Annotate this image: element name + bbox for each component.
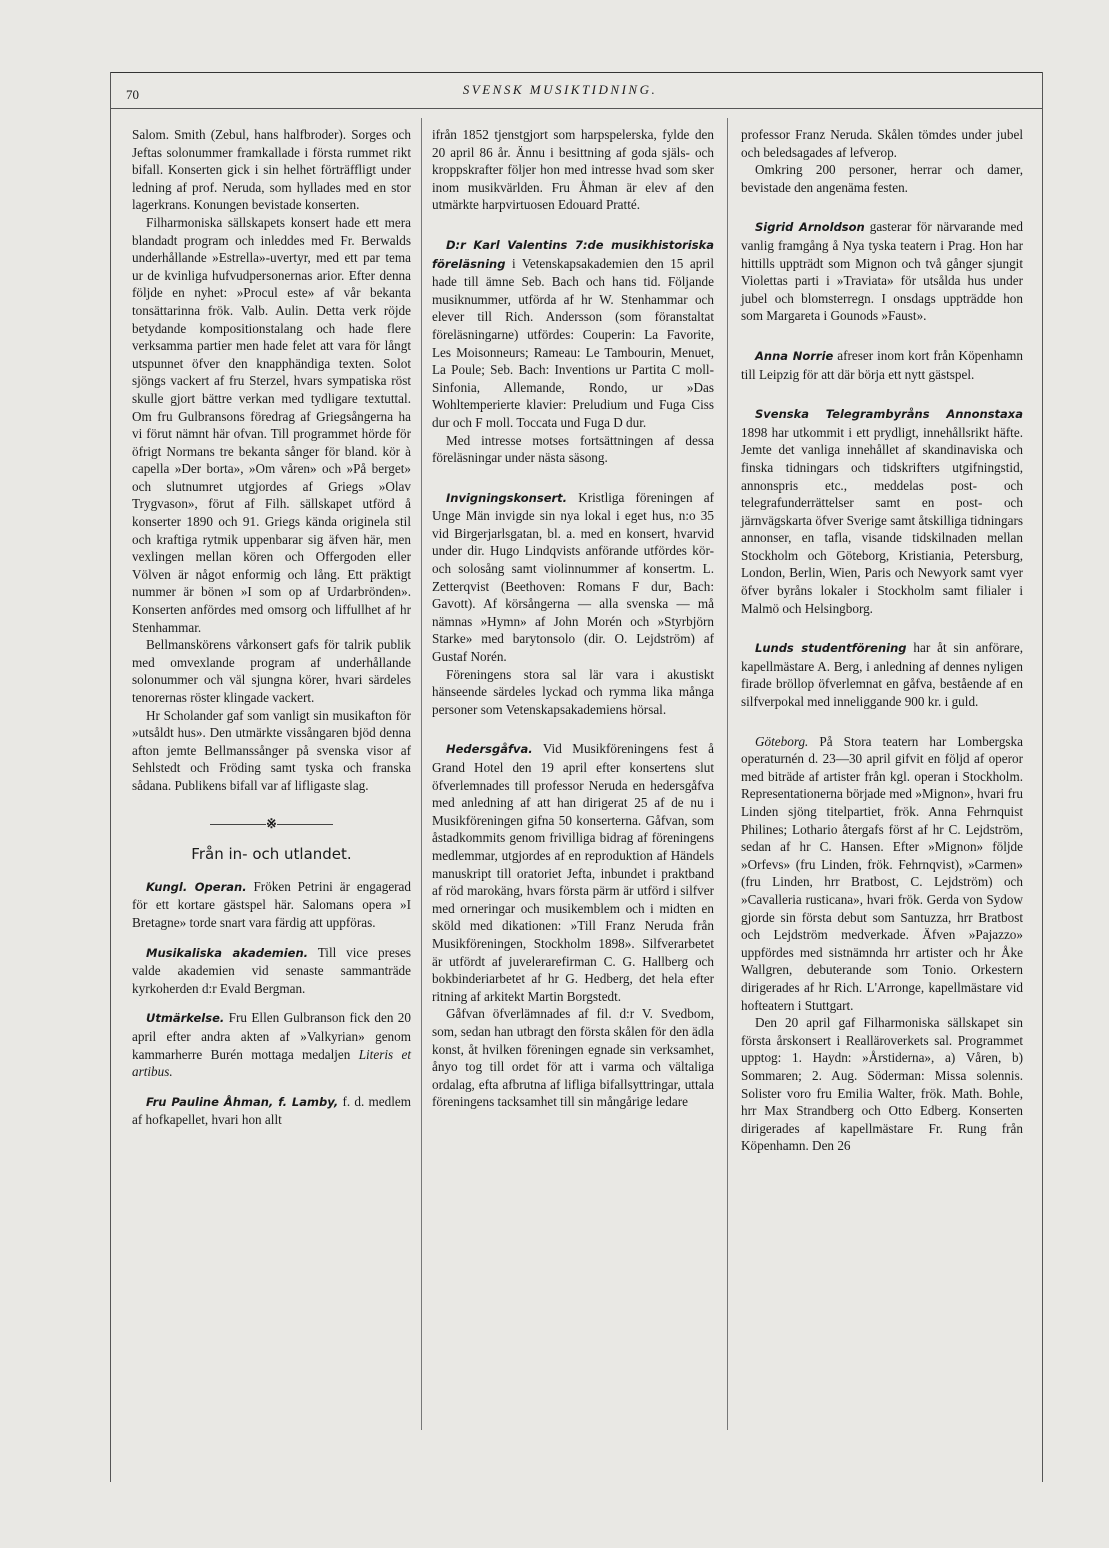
paragraph: professor Franz Neruda. Skålen tömdes under jubel och beledsagades af lefverop. <box>741 127 1023 160</box>
paragraph: Med intresse motses fortsättningen af dessa föreläsningar under nästa säsong. <box>432 432 714 466</box>
item-keyword: Lunds studentförening <box>755 641 907 656</box>
paragraph: Föreningens stora sal lär vara i akustiskt hänseende särdeles lyckad och rymma lika många personer som Vetenskapsakademiens hörsal. <box>432 666 714 717</box>
column-1 <box>132 126 411 1129</box>
item-keyword: Anna Norrie <box>755 348 834 363</box>
paragraph: Omkring 200 personer, herrar och damer, bevistade den angenäma festen. <box>741 162 1023 195</box>
running-head: SVENSK MUSIKTIDNING. <box>462 82 658 97</box>
item-text: afreser inom kort från Köpenhamn till Leipzig för att där börja ett nytt gästspel. <box>741 347 1024 382</box>
news-item <box>132 1093 411 1129</box>
news-item <box>741 639 1023 710</box>
news-item <box>132 1009 411 1080</box>
news-item <box>432 740 714 1005</box>
section-heading: Från in- och utlandet. <box>191 845 352 864</box>
item-keyword: Göteborg. <box>755 733 809 749</box>
paragraph: ifrån 1852 tjenstgjort som harpspelerska, fylde den 20 april 86 år. Ännu i besittning af goda själs- och kroppskrafter följer hon med intresse hvad som sker inom musikvärlden. Fru Åhman är elev af den utmärkte harpvirtuosen Edouard Pratté. <box>432 127 714 213</box>
item-text: Vid Musikföreningens fest å Grand Hotel den 19 april efter konsertens slut öfverlemnades till professor Neruda en hedersgåfva med anledning af att han dirigerat 25 af de nu i Musikföreningen gifna 50 konserterna. Gåfvan, som åstadkommits genom frivilliga bidrag af föreningens medlemmar, utgjordes af en reproduktion af Händels manuskript till oratoriet Jefta, inbundet i praktband af röd marokäng, hvars första pärm är utförd i silfver med orneringar och musikemblem och i midten en sköld med dikationen: »Till Franz Neruda från Musikföreningen, Stockholm 1898». Silfverarbetet är utfördt af juvelerarefirman C. G. Hallberg och bokbinderiarbetet af hr G. Hedberg, det hela efter ritning af arkitekt Martin Borgstedt. <box>432 741 714 1004</box>
page-frame-right <box>1042 72 1043 1482</box>
item-text: Fru Ellen Gulbranson fick den 20 april efter andra akten af »Valkyrian» genom kammarherre Burén mottaga medaljen <box>132 1010 411 1062</box>
item-keyword: Invigningskonsert. <box>446 490 568 505</box>
news-item <box>741 405 1023 617</box>
item-text: 1898 har utkommit i ett prydligt, innehållsrikt häfte. Jemte det vanliga innehållet af skandinaviska och finska tidningars och tidskrifters utgifningstid, annonspris etc., meddelas post- och telegrafunderrättelser samt en post- och järnvägskarta öfver Sverige samt åtskilliga tidningars annonser, en tafla, visande tidskilnaden mellan Stockholm och Göteborg, Kristiania, Petersburg, London, Berlin, Wien, Paris och Newyork samt vyer öfver byråns lokaler i Stockholm samt filialer i Malmö och Helsingborg. <box>741 424 1023 616</box>
paragraph: Gåfvan öfverlämnades af fil. d:r V. Svedbom, som, sedan han utbragt den första skålen för den ädla konst, åt hvilken föreningen egnade sin verksamhet, ånyo tog till ordet för att i varma och vältaliga ordalag, efta afbrutna af lifliga bifallsyttringar, uttala föreningens tacksamhet till sin mångårige ledare <box>432 1006 714 1110</box>
item-keyword: Utmärkelse. <box>146 1011 225 1026</box>
item-text: i Vetenskapsakademien den 15 april hade till ämne Seb. Bach och hans tid. Följande musiknummer, utförda af hr W. Stenhammar och elever till Rich. Andersson (som föranstaltat föreläsningarne) utfördes: Couperin: La Favorite, Les Moisonneurs; Rameau: Le Tambourin, Menuet, La Poule; Seb. Bach: Inventions ur Partita C moll-Sinfonia, Allemande, Rondo, ur »Das Wohltemperierte klavier: Preludium und Fuga Ciss dur och F moll. Toccata und Fuga D dur. <box>432 255 715 430</box>
paragraph: Den 20 april gaf Filharmoniska sällskapet sin första årskonsert i Realläroverkets sal. Programmet upptog: 1. Haydn: »Årstiderna», a) Våren, b) Sommaren; 2. Aug. Söderman: Missa solennis. Solister voro fru Emilia Walter, frök. Math. Bohle, hrr Max Strandberg och Otto Edberg. Konserten dirigerades af kapellmästare Fr. Rung från Köpenhamn. Den 26 <box>741 1015 1023 1154</box>
italic-title: Literis et artibus. <box>132 1046 411 1080</box>
news-item <box>741 347 1023 383</box>
item-keyword: Kungl. Operan. <box>146 879 247 894</box>
column-rule-2 <box>727 118 728 1430</box>
item-text: Fröken Petrini är engagerad för ett kortare gästspel här. Salomans opera »I Bretagne» torde snart vara färdig att uppföras. <box>132 878 412 930</box>
page-frame-top <box>110 72 1043 73</box>
ornament-rule <box>277 824 333 825</box>
ornament-star: ※ <box>265 815 278 831</box>
item-keyword: Musikaliska akademien. <box>146 945 309 960</box>
news-item <box>741 733 1023 1015</box>
item-text: Till vice preses valde akademien vid senaste sammanträde kyrkoherden d:r Evald Bergman. <box>132 944 411 996</box>
item-text: har åt sin anförare, kapellmästare A. Berg, i anledning af dennes nyligen firade bröllop öfverlemnat en gåfva, bestående af en silfverpokal med inneliggande 900 kr. i guld. <box>741 640 1023 710</box>
item-text: Kristliga föreningen af Unge Män invigde sin nya lokal i eget hus, n:o 35 vid Birgerjarlsgatan, bl. a. med en konsert, hvarvid under dir. Hugo Lindqvists anförande utfördes kör- och solosång samt violinnummer af konsertm. L. Zetterqvist (Beethoven: Romans F dur, Bach: Gavott). Af körsångerna — alla svenska — må nämnas »Hymn» af John Morén och »Styrbjörn Starke» med barytonsolo (dir. O. Lejdström) af Gustaf Norén. <box>432 489 714 665</box>
column-rule-1 <box>421 118 422 1430</box>
news-item <box>432 489 714 666</box>
item-keyword: Sigrid Arnoldson <box>755 220 865 235</box>
item-keyword: Fru Pauline Åhman, f. Lamby, <box>146 1094 339 1109</box>
item-text: gasterar för närvarande med vanlig framgång å Nya tyska teatern i Prag. Hon har hittills uppträdt som Mignon och två gånger sjungit Violettas parti i »Traviata» för utsålda hus under jubel och blomsterregn. I onsdags uppträdde hon som Margareta i Gounods »Faust». <box>741 219 1024 324</box>
news-item <box>132 878 411 932</box>
paragraph: Bellmanskörens vårkonsert gafs för talrik publik med omvexlande program af underhållande solonummer och väl sjungna körer, hvari särdeles tenorernas röster klingade vackert. <box>132 637 411 705</box>
section-ornament <box>132 815 411 833</box>
item-text: På Stora teatern har Lombergska operaturnén d. 23—30 april gifvit en följd af operor med biträde af artister från kgl. operan i Stockholm. Representationerna började med »Mignon», hvari fru Linden sjöng titelpartiet, frök. Anna Fehrnquist Philines; Lothario återgafs först af hr C. Lejdström, sedan af hr C. Hansen. Efter »Mignon» följde »Orfevs» (fru Linden, frök. Fehrnqvist), »Carmen» (fru Linden, hrr Bratbost, C. Lejdström) och »Cavalleria rusticana», hvari frök. Gerda von Sydow gjorde sin första debut som Santuzza, hrr Bratbost och Lejdström medverkade. Äfven »Pajazzo» uppfördes med sistnämnda hrr artister och hr Åke Wallgren, debuterande som Tonio. Orkestern dirigerades af hr Rich. L'Arronge, kapellmästare vid hofteatern i Stuttgart. <box>741 733 1023 1013</box>
header-rule <box>110 108 1043 109</box>
page-frame-left <box>110 72 111 1482</box>
ornament-rule <box>210 824 266 825</box>
item-keyword: Hedersgåfva. <box>446 742 533 757</box>
item-keyword: Svenska Telegrambyråns Annonstaxa <box>755 407 1023 422</box>
news-item <box>132 944 411 998</box>
column-3 <box>741 126 1023 1155</box>
news-item <box>432 236 714 432</box>
paragraph: Salom. Smith (Zebul, hans halfbroder). Sorges och Jeftas solonummer framkallade i första rummet rikt bifall. Konserten gick i sin helhet förträffligt under ledning af prof. Neruda, som hyllades med en stor lagerkrans. Konungen bevistade konserten. <box>132 127 411 213</box>
news-item <box>741 218 1023 325</box>
paragraph: Filharmoniska sällskapets konsert hade ett mera blandadt program och inleddes med Fr. Berwalds underhållande »Estrella»-uvertyr, med ett par tema ur de kvinliga hufvudpersonernas arior. Efter denna följde en nyhet: »Procul este» af vår bekanta tonsättarinna frök. Valb. Aulin. Detta verk röjde betydande kompositionstalang och hade flere verksamma partier men hade felet att vara för långt utspunnet öfver den knapphändiga texten. Solot sjöngs vackert af fru Sterzel, hvars sympatiska röst skulle gjort bättre verkan med tydligare textuttal. Om fru Gulbransons föredrag af Griegsångerna ha vi förut nämnt här ofvan. Till programmet hörde för öfrigt Normans tre bekanta sånger för bland. kör à capella »Der borta», »Om våren» och »På berget» och slutnumret utgjordes af Griegs »Olav Trygvason», förut af Filh. sällskapet utförd å konserter 1890 och 91. Griegs kända originela stil och kraftiga rytmik uppenbarar sig äfven här, men vexlingen mellan kören och Offergoden eller Völven är något enformig och lång. Ett präktigt nummer är bönen »I som op af Urdarbrönden». Konserten anfördes med omsorg och liffullhet af hr Stenhammar. <box>132 214 411 635</box>
column-2 <box>432 126 714 1111</box>
page-number: 70 <box>126 87 139 102</box>
paragraph: Hr Scholander gaf som vanligt sin musikafton för »utsåldt hus». Den utmärkte vissångaren bjöd denna afton jemte Bellmanssånger på svenska visor af Sehlstedt och Fröding samt tyska och franska sådana. Publikens bifall var af lifligaste slag. <box>132 707 411 793</box>
item-text: f. d. medlem af hofkapellet, hvari hon allt <box>132 1093 411 1128</box>
item-keyword: D:r Karl Valentins 7:de musikhistoriska föreläsning <box>432 237 714 271</box>
